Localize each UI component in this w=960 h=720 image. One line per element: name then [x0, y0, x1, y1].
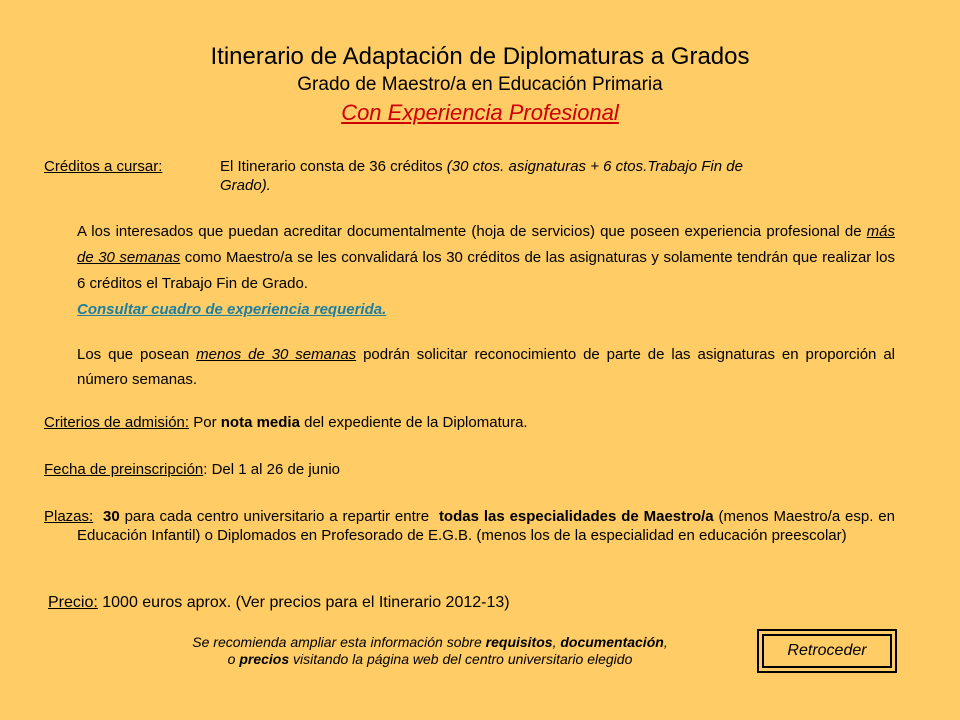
rec-bold-1: requisitos: [485, 634, 553, 650]
creditos-italic-2: Grado).: [220, 177, 271, 194]
precio-label: Precio:: [48, 594, 98, 611]
rec-text-1: Se recomienda ampliar esta información sobre: [192, 634, 486, 650]
experience-table-link[interactable]: Consultar cuadro de experiencia requerida.: [77, 301, 387, 318]
rec-text-2: ,: [552, 634, 561, 650]
p1-text-1: A los interesados que puedan acreditar documentalmente (hoja de servicios) que poseen experiencia profesional de: [77, 223, 867, 240]
precio-section: [48, 593, 898, 612]
rec-bold-2: documentación: [560, 634, 664, 650]
p1-text-2: como Maestro/a se les convalidará los 30 créditos de las asignaturas y solamente tendrán que realizar los 6 créditos el Trabajo Fin de Grado.: [77, 249, 895, 292]
page-title: Itinerario de Adaptación de Diplomaturas a Grados: [210, 43, 750, 70]
page-subtitle: Grado de Maestro/a en Educación Primaria: [297, 74, 663, 95]
creditos-italic-1: (30 ctos. asignaturas + 6 ctos.Trabajo Fin de: [446, 158, 743, 175]
experience-heading: Con Experiencia Profesional: [341, 100, 619, 125]
retroceder-label: Retroceder: [762, 634, 892, 668]
criterios-text-1: Por: [189, 414, 221, 431]
precio-text: 1000 euros aprox. (Ver precios para el Itinerario 2012-13): [97, 594, 510, 611]
experience-paragraph: [77, 219, 895, 323]
p2-emphasis: menos de 30 semanas: [196, 346, 357, 363]
fecha-section: [44, 460, 894, 479]
rec-bold-3: precios: [239, 651, 290, 667]
fecha-text: : Del 1 al 26 de junio: [203, 461, 341, 478]
plazas-section: [44, 507, 895, 545]
plazas-text-2: (menos Maestro/a esp. en Educación Infantil) o Diplomados en Profesorado de E.G.B. (menos los de la especialidad en educación preescolar): [77, 508, 895, 544]
recommendation-note: [60, 634, 800, 668]
p1-emphasis: más de 30 semanas: [77, 223, 895, 266]
criterios-bold: nota media: [220, 414, 300, 431]
header: [0, 42, 960, 127]
creditos-text: El Itinerario consta de 36 créditos: [220, 158, 447, 175]
rec-text-4: o: [227, 651, 240, 667]
p2-text-1: Los que posean: [77, 346, 197, 363]
criterios-section: [44, 413, 894, 432]
criterios-text-2: del expediente de la Diplomatura.: [299, 414, 528, 431]
rec-text-3: ,: [663, 634, 668, 650]
fecha-label: Fecha de preinscripción: [44, 461, 204, 478]
creditos-section: [44, 157, 894, 195]
creditos-label: Créditos a cursar:: [44, 158, 163, 175]
retroceder-button[interactable]: [757, 629, 897, 673]
plazas-bold: todas las especialidades de Maestro/a: [438, 508, 714, 525]
plazas-text-1: para cada centro universitario a repartir entre: [119, 508, 435, 525]
plazas-number: 30: [103, 508, 120, 525]
plazas-label: Plazas:: [44, 508, 94, 525]
criterios-label: Criterios de admisión:: [44, 414, 190, 431]
partial-paragraph: [77, 342, 895, 392]
rec-text-5: visitando la página web del centro universitario elegido: [289, 651, 633, 667]
p2-text-2: podrán solicitar reconocimiento de parte de las asignaturas en proporción al número semanas.: [77, 346, 895, 388]
